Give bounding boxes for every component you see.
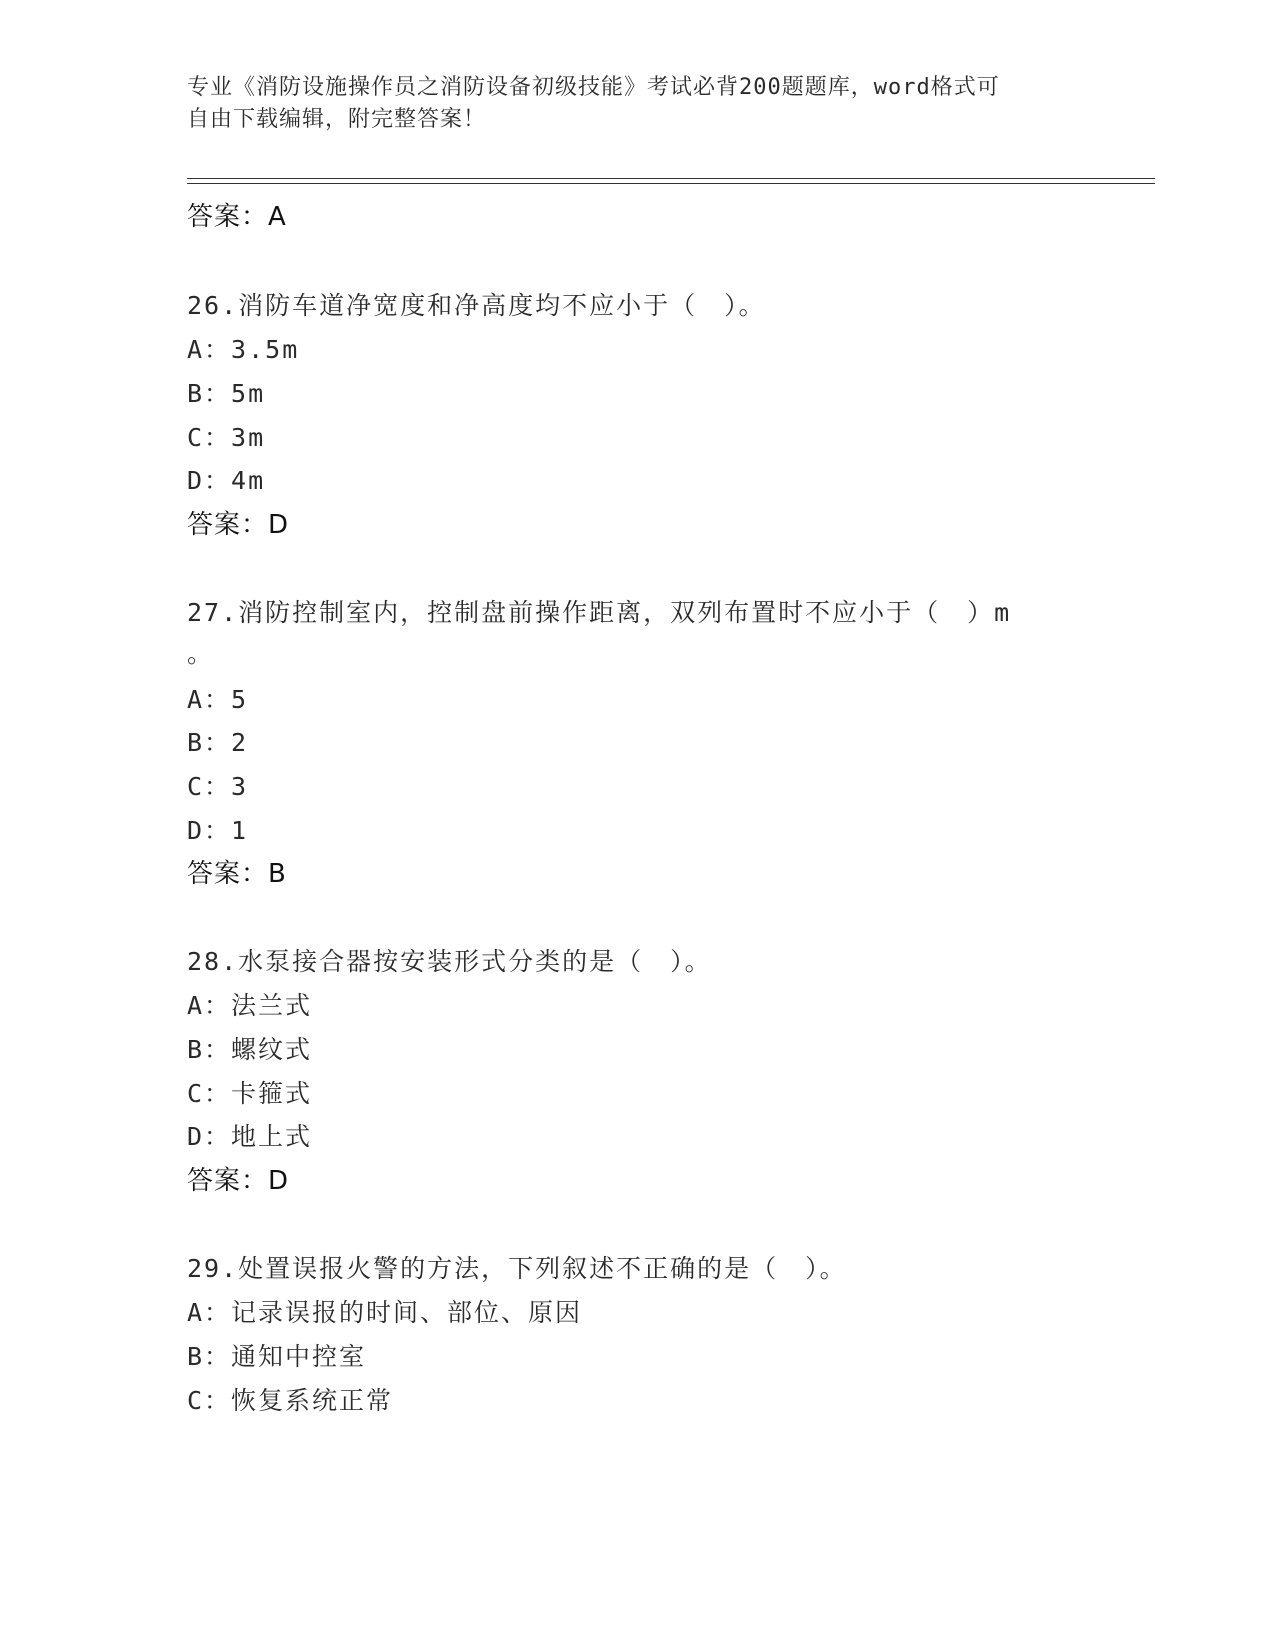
- question-29-option-c: C：恢复系统正常: [187, 1386, 394, 1415]
- question-28-option-a: A：法兰式: [187, 991, 313, 1020]
- header-line-2: 自由下载编辑，附完整答案！: [187, 107, 487, 132]
- question-28-answer: 答案：D: [187, 1166, 290, 1196]
- question-29-option-a: A：记录误报的时间、部位、原因: [187, 1298, 583, 1327]
- question-26-option-a: A：3.5m: [187, 335, 300, 364]
- previous-answer: 答案：A: [187, 202, 287, 232]
- question-27-stem-continuation: 。: [187, 639, 215, 668]
- question-26-answer: 答案：D: [187, 510, 290, 540]
- header-divider-bottom: [187, 183, 1155, 184]
- header-line-1: 专业《消防设施操作员之消防设备初级技能》考试必背200题题库，word格式可: [187, 75, 1000, 100]
- question-26-option-c: C：3m: [187, 423, 266, 452]
- question-29-stem: 29.处置误报火警的方法，下列叙述不正确的是（ ）。: [187, 1254, 847, 1283]
- document-header: [187, 72, 1067, 136]
- question-28-option-b: B：螺纹式: [187, 1035, 313, 1064]
- question-27-option-a: A：5: [187, 685, 249, 714]
- question-28-option-d: D：地上式: [187, 1122, 313, 1151]
- question-27-answer: 答案：B: [187, 859, 287, 889]
- question-27-stem: 27.消防控制室内，控制盘前操作距离，双列布置时不应小于（ ）m: [187, 598, 1012, 627]
- question-27-option-d: D：1: [187, 816, 249, 845]
- question-27-option-b: B：2: [187, 728, 249, 757]
- question-26-stem: 26.消防车道净宽度和净高度均不应小于（ ）。: [187, 291, 766, 320]
- question-28-option-c: C：卡箍式: [187, 1079, 313, 1108]
- question-26-option-b: B：5m: [187, 379, 266, 408]
- question-27-option-c: C：3: [187, 772, 249, 801]
- question-28-stem: 28.水泵接合器按安装形式分类的是（ ）。: [187, 947, 712, 976]
- question-26-option-d: D：4m: [187, 466, 266, 495]
- header-divider-top: [187, 178, 1155, 179]
- question-29-option-b: B：通知中控室: [187, 1342, 367, 1371]
